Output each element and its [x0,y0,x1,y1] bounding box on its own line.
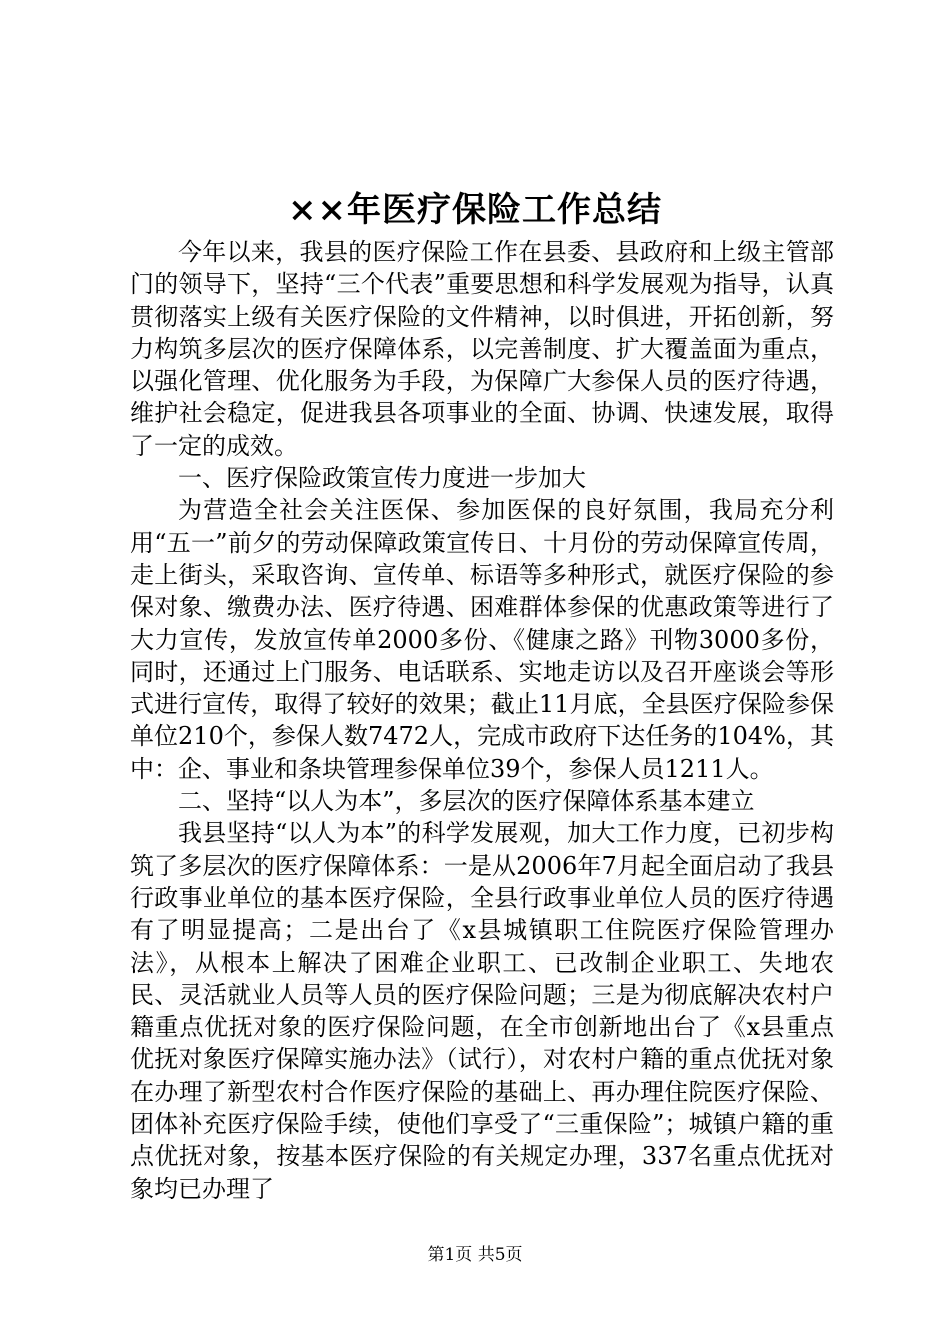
page-footer: 第1页 共5页 [427,1245,523,1265]
document-body [130,236,834,1205]
section-2-paragraph: 我县坚持“以人为本”的科学发展观，加大工作力度，已初步构筑了多层次的医疗保障体系：一是从2006年7月起全面启动了我县行政事业单位的基本医疗保险，全县行政事业单位人员的医疗待遇有了明显提高；二是出台了《x县城镇职工住院医疗保险管理办法》，从根本上解决了困难企业职工、已改制企业职工、失地农民、灵活就业人员等人员的医疗保险问题；三是为彻底解决农村户籍重点优抚对象的医疗保险问题，在全市创新地出台了《x县重点优抚对象医疗保障实施办法》（试行），对农村户籍的重点优抚对象在办理了新型农村合作医疗保险的基础上、再办理住院医疗保险、团体补充医疗保险手续，使他们享受了“三重保险”；城镇户籍的重点优抚对象，按基本医疗保险的有关规定办理，337名重点优抚对象均已办理了 [130,819,834,1203]
section-1-paragraph: 为营造全社会关注医保、参加医保的良好氛围，我局充分利用“五一”前夕的劳动保障政策宣传日、十月份的劳动保障宣传周，走上街头，采取咨询、宣传单、标语等多种形式，就医疗保险的参保对象、缴费办法、医疗待遇、困难群体参保的优惠政策等进行了大力宣传，发放宣传单2000多份、《健康之路》刊物3000多份，同时，还通过上门服务、电话联系、实地走访以及召开座谈会等形式进行宣传，取得了较好的效果；截止11月底，全县医疗保险参保单位210个，参保人数7472人，完成市政府下达任务的104%，其中：企、事业和条块管理参保单位39个，参保人员1211人。 [130,496,834,783]
section-heading-1: 一、医疗保险政策宣传力度进一步加大 [178,464,586,493]
intro-paragraph: 今年以来，我县的医疗保险工作在县委、县政府和上级主管部门的领导下，坚持“三个代表”重要思想和科学发展观为指导，认真贯彻落实上级有关医疗保险的文件精神，以时俱进，开拓创新，努力构筑多层次的医疗保障体系，以完善制度、扩大覆盖面为重点，以强化管理、优化服务为手段，为保障广大参保人员的医疗待遇，维护社会稳定，促进我县各项事业的全面、协调、快速发展，取得了一定的成效。 [130,238,834,460]
section-heading-2: 二、坚持“以人为本”，多层次的医疗保障体系基本建立 [178,787,755,816]
document-title: ××年医疗保险工作总结 [288,190,662,230]
